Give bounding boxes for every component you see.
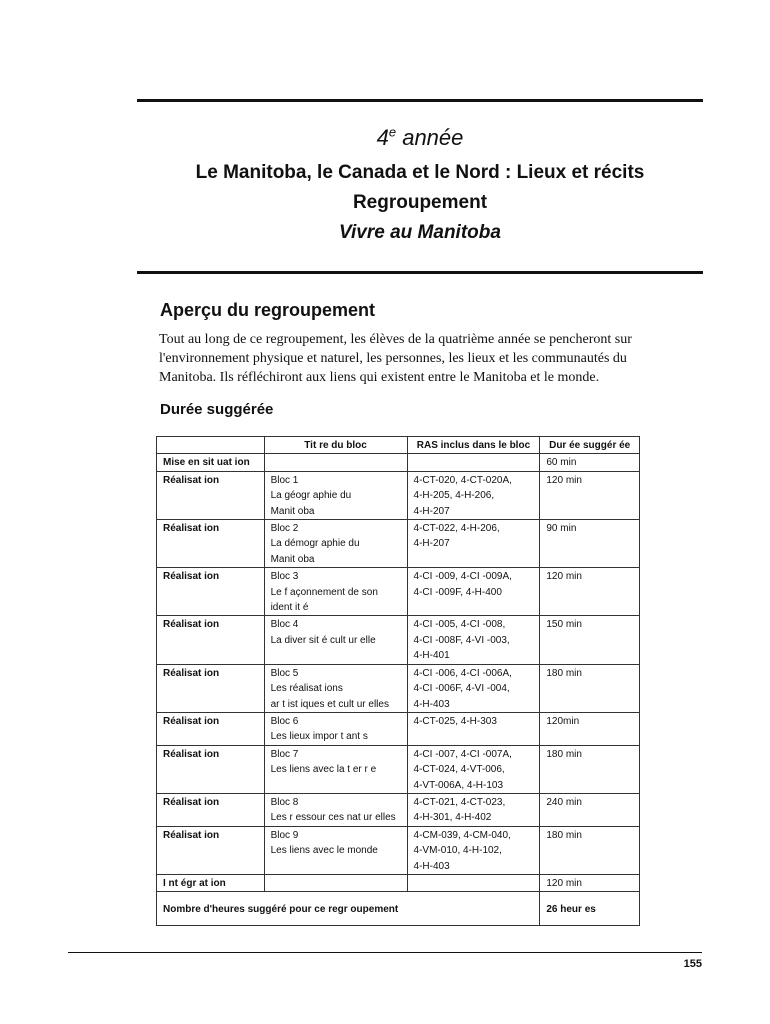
phase-cell: Réalisat ion [157, 712, 265, 745]
table-total-row [157, 892, 640, 926]
ras-cell [407, 793, 540, 826]
duration-cell: 120 min [540, 471, 640, 519]
total-label: Nombre d'heures suggéré pour ce regr oupement [157, 892, 540, 926]
table-body [157, 454, 640, 892]
cluster-label: Regroupement [352, 192, 488, 213]
phase-cell: Réalisat ion [157, 745, 265, 793]
bloc-line: Bloc 4 [270, 619, 299, 631]
ras-line: 4-H-401 [413, 650, 450, 662]
duration-table [156, 436, 640, 926]
phase-cell: Réalisat ion [157, 793, 265, 826]
bloc-cell [264, 520, 407, 568]
bottom-rule [137, 271, 703, 274]
ras-line: 4-CT-021, 4-CT-023, [413, 796, 506, 808]
bloc-line: La démogr aphie du [270, 538, 360, 550]
bloc-cell [264, 568, 407, 616]
ras-line: 4-H-403 [413, 698, 450, 710]
overview-line: Manitoba. Ils réfléchiront aux liens qui existent entre le Manitoba et le monde. [159, 370, 600, 385]
table-row [157, 454, 640, 471]
bloc-line: Bloc 7 [270, 748, 299, 760]
title-block [137, 122, 703, 248]
overview-line: l'environnement physique et naturel, les personnes, les lieux et les communautés du [159, 351, 627, 366]
overview-heading: Aperçu du regroupement [160, 300, 376, 320]
ras-line: 4-VM-010, 4-H-102, [413, 845, 502, 857]
bloc-cell [264, 826, 407, 874]
ras-cell [407, 826, 540, 874]
duration-cell: 150 min [540, 616, 640, 664]
bloc-cell [264, 454, 407, 471]
ras-cell [407, 520, 540, 568]
ras-line: 4-H-301, 4-H-402 [413, 812, 492, 824]
phase-cell: I nt égr at ion [157, 874, 265, 891]
column-header-bloc: Tit re du bloc [264, 437, 407, 454]
phase-cell: Réalisat ion [157, 520, 265, 568]
bloc-line: Les liens avec le monde [270, 845, 378, 857]
bloc-line: Bloc 8 [270, 796, 299, 808]
ras-line: 4-CI -009, 4-CI -009A, [413, 571, 512, 583]
ras-cell [407, 664, 540, 712]
bloc-line: Bloc 5 [270, 667, 299, 679]
bloc-line: La géogr aphie du [270, 490, 352, 502]
ras-cell [407, 712, 540, 745]
ras-line: 4-CT-024, 4-VT-006, [413, 764, 505, 776]
ras-cell [407, 568, 540, 616]
ras-line: 4-H-403 [413, 860, 450, 872]
overview-line: Tout au long de ce regroupement, les élèves de la quatrième année se pencheront sur [159, 332, 632, 347]
bloc-line: Les r essour ces nat ur elles [270, 812, 396, 824]
ras-line: 4-CT-025, 4-H-303 [413, 715, 497, 727]
duration-heading: Durée suggérée [160, 401, 274, 418]
bloc-cell [264, 616, 407, 664]
table-row [157, 520, 640, 568]
bloc-line: Les liens avec la t er r e [270, 764, 377, 776]
bloc-line: ident it é [270, 602, 309, 614]
duration-cell: 120 min [540, 568, 640, 616]
ras-line: 4-VT-006A, 4-H-103 [413, 779, 504, 791]
bloc-line: Bloc 1 [270, 474, 299, 486]
ras-line: 4-CI -008F, 4-VI -003, [413, 634, 510, 646]
ras-cell [407, 745, 540, 793]
table-row [157, 471, 640, 519]
ras-line: 4-H-207 [413, 538, 450, 550]
ras-line: 4-CI -007, 4-CI -007A, [413, 748, 512, 760]
top-rule [137, 99, 703, 102]
ras-line: 4-H-205, 4-H-206, [413, 490, 495, 502]
subject-title: Le Manitoba, le Canada et le Nord : Lieux et récits [195, 162, 645, 183]
bloc-cell [264, 745, 407, 793]
ras-line: 4-CI -005, 4-CI -008, [413, 619, 506, 631]
ras-line: 4-CI -006F, 4-VI -004, [413, 683, 510, 695]
ras-line: 4-CT-020, 4-CT-020A, [413, 474, 512, 486]
duration-cell: 240 min [540, 793, 640, 826]
duration-cell: 60 min [540, 454, 640, 471]
cluster-name: Vivre au Manitoba [339, 222, 501, 243]
phase-cell: Réalisat ion [157, 826, 265, 874]
table-row [157, 712, 640, 745]
bloc-line: Bloc 6 [270, 715, 299, 727]
bloc-line: La diver sit é cult ur elle [270, 634, 376, 646]
ras-cell [407, 471, 540, 519]
bloc-line: Les lieux impor t ant s [270, 731, 368, 743]
ras-line: 4-CI -006, 4-CI -006A, [413, 667, 512, 679]
bloc-cell [264, 793, 407, 826]
bloc-cell [264, 471, 407, 519]
footer-rule [68, 952, 702, 953]
bloc-cell [264, 874, 407, 891]
bloc-line: Les réalisat ions [270, 683, 343, 695]
ras-line: 4-CT-022, 4-H-206, [413, 523, 500, 535]
table-row [157, 616, 640, 664]
ras-line: 4-CM-039, 4-CM-040, [413, 829, 511, 841]
table-header-row [157, 437, 640, 454]
total-value: 26 heur es [540, 892, 640, 926]
phase-cell: Mise en sit uat ion [157, 454, 265, 471]
phase-cell: Réalisat ion [157, 664, 265, 712]
bloc-line: Le f açonnement de son [270, 586, 378, 598]
column-header-phase [157, 437, 265, 454]
table-row [157, 793, 640, 826]
table-row [157, 664, 640, 712]
duration-cell: 90 min [540, 520, 640, 568]
bloc-line: Bloc 2 [270, 523, 299, 535]
table-row [157, 745, 640, 793]
phase-cell: Réalisat ion [157, 568, 265, 616]
bloc-line: Manit oba [270, 505, 315, 517]
bloc-cell [264, 712, 407, 745]
phase-cell: Réalisat ion [157, 616, 265, 664]
page-number: 155 [683, 958, 702, 970]
ras-cell [407, 616, 540, 664]
ras-cell [407, 454, 540, 471]
bloc-cell [264, 664, 407, 712]
bloc-line: Manit oba [270, 553, 315, 565]
table-row [157, 874, 640, 891]
table-row [157, 568, 640, 616]
column-header-ras: RAS inclus dans le bloc [407, 437, 540, 454]
duration-cell: 120 min [540, 874, 640, 891]
duration-cell: 180 min [540, 826, 640, 874]
table-row [157, 826, 640, 874]
ras-line: 4-H-207 [413, 505, 450, 517]
duration-cell: 180 min [540, 745, 640, 793]
phase-cell: Réalisat ion [157, 471, 265, 519]
ras-cell [407, 874, 540, 891]
duration-cell: 180 min [540, 664, 640, 712]
duration-cell: 120min [540, 712, 640, 745]
bloc-line: Bloc 3 [270, 571, 299, 583]
overview-paragraph [159, 330, 649, 387]
bloc-line: ar t ist iques et cult ur elles [270, 698, 389, 710]
ras-line: 4-CI -009F, 4-H-400 [413, 586, 502, 598]
grade-title: 4e année [376, 124, 464, 150]
bloc-line: Bloc 9 [270, 829, 299, 841]
column-header-duration: Dur ée suggér ée [540, 437, 640, 454]
